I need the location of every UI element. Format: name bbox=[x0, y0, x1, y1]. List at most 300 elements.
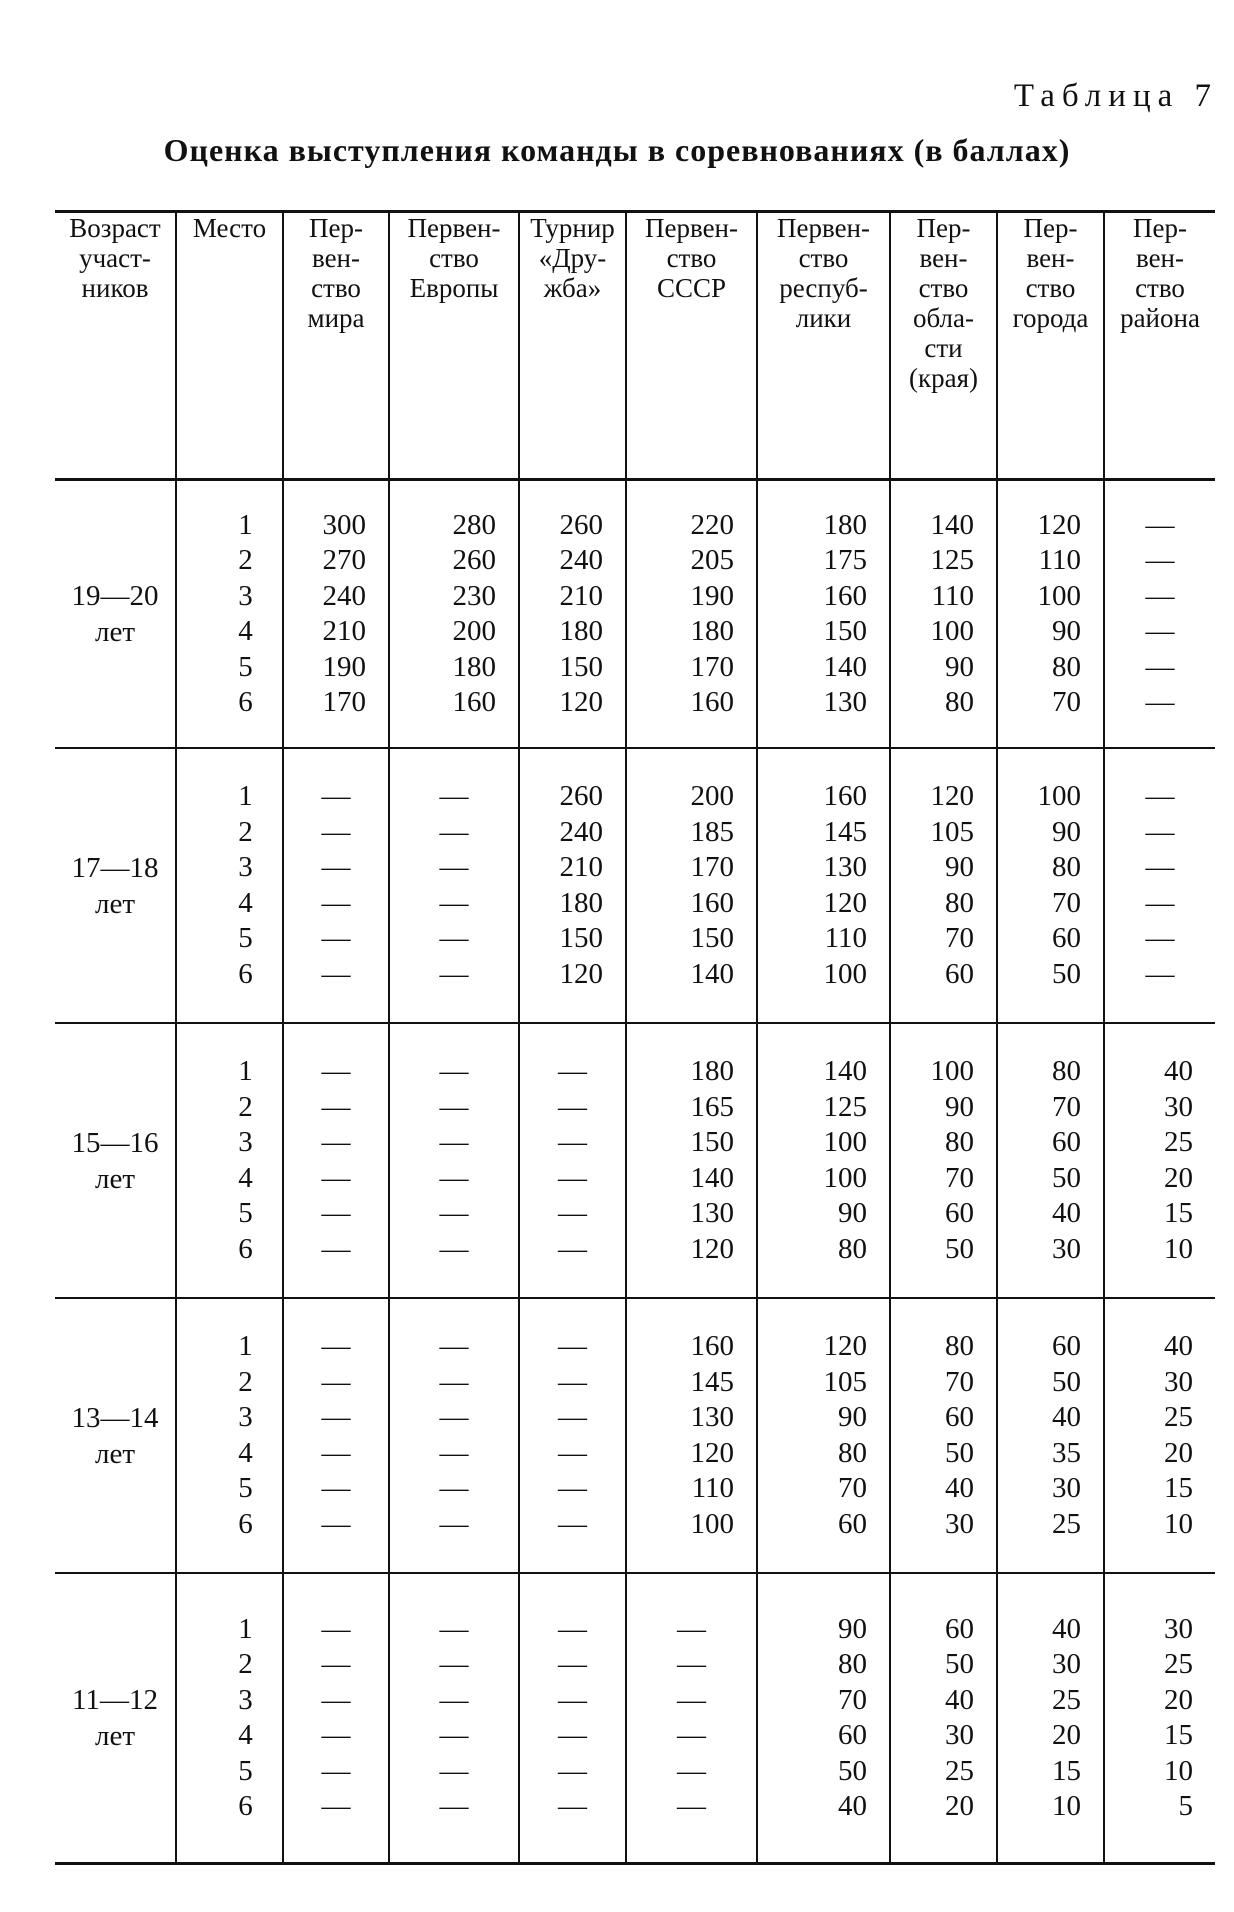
age-group-row bbox=[55, 1023, 1215, 1298]
place-value: 1 bbox=[238, 508, 253, 541]
score-value: 30 bbox=[1052, 1472, 1081, 1504]
score-value: 160 bbox=[823, 780, 867, 812]
score-value: — bbox=[321, 1507, 351, 1540]
age-group-cell bbox=[55, 1023, 176, 1298]
score-value: — bbox=[321, 1790, 351, 1822]
column-header-line: Место bbox=[192, 213, 267, 243]
score-value: 20 bbox=[945, 1790, 974, 1822]
score-cell-c4 bbox=[626, 1298, 757, 1573]
score-value: 210 bbox=[322, 615, 366, 647]
score-cell-c2 bbox=[389, 480, 519, 749]
score-value: — bbox=[558, 1790, 587, 1822]
score-value: 5 bbox=[1178, 1790, 1193, 1822]
score-value: — bbox=[321, 1090, 351, 1123]
column-header-line: Возраст bbox=[69, 213, 161, 243]
score-cell-c7 bbox=[997, 480, 1104, 749]
score-value: 110 bbox=[824, 922, 867, 954]
score-value: — bbox=[558, 1055, 587, 1087]
score-value: 25 bbox=[1164, 1401, 1193, 1433]
column-header-line: ников bbox=[81, 273, 149, 303]
score-cell-c8 bbox=[1104, 1298, 1215, 1573]
score-value: 150 bbox=[559, 922, 603, 954]
place-value: 1 bbox=[238, 1055, 253, 1087]
score-cell-c8 bbox=[1104, 1023, 1215, 1298]
score-value: 60 bbox=[945, 1197, 974, 1229]
score-value: 170 bbox=[322, 686, 366, 718]
age-group-label: лет bbox=[94, 1437, 136, 1470]
score-value: — bbox=[321, 1472, 351, 1504]
score-value: — bbox=[558, 1754, 587, 1787]
age-group-row bbox=[55, 480, 1215, 749]
place-value: 3 bbox=[238, 1126, 253, 1158]
score-value: 80 bbox=[945, 686, 974, 718]
score-value: — bbox=[1145, 508, 1175, 541]
score-value: — bbox=[558, 1232, 587, 1265]
column-header-line: респуб- bbox=[779, 273, 868, 303]
score-value: 90 bbox=[838, 1401, 867, 1433]
score-value: 50 bbox=[1052, 957, 1081, 990]
score-value: 30 bbox=[1052, 1648, 1081, 1680]
score-value: 20 bbox=[1052, 1719, 1081, 1751]
score-value: — bbox=[439, 1507, 469, 1540]
score-value: 165 bbox=[690, 1090, 734, 1123]
column-header-ussr bbox=[626, 212, 757, 480]
score-value: — bbox=[321, 1055, 351, 1087]
score-value: 25 bbox=[945, 1754, 974, 1787]
score-cell-c6 bbox=[890, 1023, 997, 1298]
column-header-line: Первен- bbox=[407, 213, 501, 243]
score-value: 40 bbox=[1052, 1197, 1081, 1229]
score-value: 90 bbox=[838, 1197, 867, 1229]
score-value: — bbox=[558, 1090, 587, 1123]
score-value: 70 bbox=[1052, 686, 1081, 718]
score-value: 150 bbox=[559, 650, 603, 683]
score-value: 260 bbox=[559, 780, 603, 812]
score-value: 100 bbox=[1037, 780, 1081, 812]
score-value: 180 bbox=[559, 886, 603, 919]
score-value: — bbox=[1145, 780, 1175, 812]
score-cell-c3 bbox=[519, 480, 626, 749]
score-value: — bbox=[1145, 922, 1175, 954]
score-value: — bbox=[439, 1197, 469, 1229]
score-value: 150 bbox=[690, 1126, 734, 1158]
score-value: 175 bbox=[823, 544, 867, 576]
place-value: 2 bbox=[238, 1090, 253, 1123]
score-value: 120 bbox=[1037, 508, 1081, 541]
place-value: 4 bbox=[238, 1161, 253, 1194]
score-value: 30 bbox=[1164, 1090, 1193, 1123]
column-header-place bbox=[176, 212, 283, 480]
score-value: — bbox=[321, 922, 351, 954]
age-group-row bbox=[55, 1573, 1215, 1864]
score-value: — bbox=[677, 1683, 706, 1716]
place-cell bbox=[176, 480, 283, 749]
column-header-line: Турнир bbox=[530, 213, 615, 243]
place-value: 3 bbox=[238, 579, 253, 612]
score-value: 25 bbox=[1052, 1683, 1081, 1716]
place-value: 2 bbox=[238, 1365, 253, 1398]
score-value: 270 bbox=[322, 544, 366, 576]
score-value: 30 bbox=[945, 1719, 974, 1751]
score-value: 40 bbox=[838, 1790, 867, 1822]
score-value: 180 bbox=[690, 615, 734, 647]
score-value: 20 bbox=[1164, 1161, 1193, 1194]
score-value: 70 bbox=[945, 922, 974, 954]
column-header-line: сти bbox=[924, 333, 963, 363]
score-cell-c5 bbox=[757, 1573, 890, 1864]
score-cell-c5 bbox=[757, 480, 890, 749]
score-value: — bbox=[558, 1197, 587, 1229]
score-value: — bbox=[321, 1612, 351, 1645]
score-value: — bbox=[558, 1612, 587, 1645]
score-value: 140 bbox=[930, 508, 974, 541]
score-value: 100 bbox=[823, 1126, 867, 1158]
score-cell-c7 bbox=[997, 1023, 1104, 1298]
score-value: — bbox=[439, 1330, 469, 1362]
score-value: 10 bbox=[1052, 1790, 1081, 1822]
score-value: 170 bbox=[690, 851, 734, 883]
score-value: 15 bbox=[1164, 1197, 1193, 1229]
score-value: 40 bbox=[1052, 1612, 1081, 1645]
score-value: 120 bbox=[823, 886, 867, 919]
score-value: 60 bbox=[945, 1612, 974, 1645]
score-value: 20 bbox=[1164, 1683, 1193, 1716]
score-value: — bbox=[321, 1197, 351, 1229]
score-value: — bbox=[321, 1719, 351, 1751]
score-value: 30 bbox=[1052, 1232, 1081, 1265]
score-value: 110 bbox=[691, 1472, 734, 1504]
score-value: 120 bbox=[930, 780, 974, 812]
column-header-druzhba bbox=[519, 212, 626, 480]
score-cell-c3 bbox=[519, 1023, 626, 1298]
score-value: 120 bbox=[690, 1436, 734, 1469]
score-value: — bbox=[321, 1126, 351, 1158]
age-group-label: лет bbox=[94, 887, 136, 920]
score-value: 160 bbox=[690, 686, 734, 718]
place-cell bbox=[176, 1023, 283, 1298]
column-header-line: Европы bbox=[409, 273, 499, 303]
score-value: 60 bbox=[1052, 1330, 1081, 1362]
column-header-line: Пер- bbox=[1023, 213, 1078, 243]
score-value: — bbox=[439, 1090, 469, 1123]
age-group-label: лет bbox=[94, 616, 136, 648]
score-value: 50 bbox=[945, 1436, 974, 1469]
column-header-line: участ- bbox=[79, 243, 151, 273]
score-value: 50 bbox=[1052, 1365, 1081, 1398]
score-value: — bbox=[321, 886, 351, 919]
score-cell-c8 bbox=[1104, 480, 1215, 749]
column-header-line: вен- bbox=[919, 243, 968, 273]
score-cell-c4 bbox=[626, 480, 757, 749]
score-value: — bbox=[321, 1754, 351, 1787]
column-header-line: ство bbox=[1025, 273, 1076, 303]
score-value: 90 bbox=[945, 1090, 974, 1123]
score-value: 80 bbox=[838, 1648, 867, 1680]
score-cell-c3 bbox=[519, 748, 626, 1023]
place-value: 6 bbox=[238, 1790, 253, 1822]
score-value: 200 bbox=[690, 780, 734, 812]
score-value: — bbox=[677, 1719, 706, 1751]
score-value: — bbox=[677, 1612, 706, 1645]
score-value: 140 bbox=[690, 957, 734, 990]
score-value: 140 bbox=[823, 1055, 867, 1087]
score-value: — bbox=[1145, 957, 1175, 990]
score-value: — bbox=[1145, 544, 1175, 576]
score-value: 70 bbox=[1052, 1090, 1081, 1123]
column-header-line: вен- bbox=[1026, 243, 1075, 273]
place-value: 4 bbox=[238, 1719, 253, 1751]
column-header-line: СССР bbox=[656, 273, 727, 303]
score-value: 60 bbox=[1052, 922, 1081, 954]
score-cell-c6 bbox=[890, 480, 997, 749]
score-value: 90 bbox=[1052, 615, 1081, 647]
score-value: 130 bbox=[823, 851, 867, 883]
score-cell-c4 bbox=[626, 1573, 757, 1864]
score-value: 180 bbox=[690, 1055, 734, 1087]
score-value: 160 bbox=[690, 886, 734, 919]
column-header-line: лики bbox=[795, 303, 852, 333]
column-header-city bbox=[997, 212, 1104, 480]
score-value: — bbox=[439, 1719, 469, 1751]
score-value: — bbox=[677, 1754, 706, 1787]
column-header-world bbox=[283, 212, 389, 480]
score-value: 80 bbox=[1052, 851, 1081, 883]
place-value: 6 bbox=[238, 1507, 253, 1540]
score-value: 40 bbox=[1164, 1055, 1193, 1087]
place-value: 4 bbox=[238, 615, 253, 647]
score-value: — bbox=[439, 780, 469, 812]
score-value: — bbox=[1145, 615, 1175, 647]
age-group-label: 19—20 bbox=[71, 580, 159, 612]
place-value: 3 bbox=[238, 1683, 253, 1716]
score-value: — bbox=[321, 1330, 351, 1362]
score-value: — bbox=[1145, 650, 1175, 683]
score-value: 120 bbox=[690, 1232, 734, 1265]
score-value: — bbox=[1145, 686, 1175, 718]
score-value: 170 bbox=[690, 650, 734, 683]
score-cell-c1 bbox=[283, 1023, 389, 1298]
score-value: — bbox=[439, 1754, 469, 1787]
score-value: 280 bbox=[452, 508, 496, 541]
age-group-row bbox=[55, 748, 1215, 1023]
column-header-district bbox=[1104, 212, 1215, 480]
column-header-line: Пер- bbox=[916, 213, 971, 243]
table-number: Таблица 7 bbox=[1013, 78, 1218, 114]
score-value: 190 bbox=[690, 579, 734, 612]
age-group-label: 13—14 bbox=[71, 1401, 159, 1434]
column-header-line: вен- bbox=[1135, 243, 1184, 273]
score-value: 100 bbox=[930, 1055, 974, 1087]
score-value: — bbox=[677, 1790, 706, 1822]
score-value: — bbox=[558, 1648, 587, 1680]
score-value: 260 bbox=[559, 508, 603, 541]
score-value: 10 bbox=[1164, 1754, 1193, 1787]
score-value: 80 bbox=[945, 1330, 974, 1362]
age-group-cell bbox=[55, 748, 176, 1023]
column-header-line: (края) bbox=[908, 363, 978, 393]
score-value: 30 bbox=[1164, 1365, 1193, 1398]
score-value: — bbox=[321, 851, 351, 883]
score-value: 210 bbox=[559, 579, 603, 612]
score-value: 200 bbox=[452, 615, 496, 647]
score-value: 160 bbox=[690, 1330, 734, 1362]
column-header-age bbox=[55, 212, 176, 480]
score-value: 50 bbox=[945, 1648, 974, 1680]
score-value: 180 bbox=[452, 650, 496, 683]
score-value: 230 bbox=[452, 579, 496, 612]
column-header-line: жба» bbox=[543, 273, 602, 303]
score-value: — bbox=[1145, 886, 1175, 919]
score-value: 120 bbox=[823, 1330, 867, 1362]
column-header-line: Пер- bbox=[1133, 213, 1187, 243]
score-value: 40 bbox=[1164, 1330, 1193, 1362]
place-cell bbox=[176, 1573, 283, 1864]
score-value: 100 bbox=[823, 1161, 867, 1194]
score-value: 150 bbox=[690, 922, 734, 954]
score-value: 70 bbox=[838, 1472, 867, 1504]
score-value: 105 bbox=[930, 815, 974, 848]
score-value: 40 bbox=[1052, 1401, 1081, 1433]
age-group-cell bbox=[55, 1298, 176, 1573]
score-value: 105 bbox=[823, 1365, 867, 1398]
score-cell-c8 bbox=[1104, 1573, 1215, 1864]
score-value: 60 bbox=[945, 1401, 974, 1433]
score-cell-c5 bbox=[757, 1023, 890, 1298]
score-value: 130 bbox=[690, 1401, 734, 1433]
place-value: 5 bbox=[238, 1754, 253, 1787]
score-value: — bbox=[677, 1648, 706, 1680]
place-value: 2 bbox=[238, 1648, 253, 1680]
score-value: — bbox=[439, 886, 469, 919]
age-group-cell bbox=[55, 1573, 176, 1864]
place-value: 5 bbox=[238, 1197, 253, 1229]
score-value: — bbox=[439, 1232, 469, 1265]
place-cell bbox=[176, 1298, 283, 1573]
score-value: 130 bbox=[690, 1197, 734, 1229]
score-cell-c1 bbox=[283, 1298, 389, 1573]
score-value: — bbox=[558, 1126, 587, 1158]
score-value: 60 bbox=[1052, 1126, 1081, 1158]
column-header-line: вен- bbox=[311, 243, 360, 273]
score-value: 90 bbox=[945, 650, 974, 683]
score-value: 50 bbox=[945, 1232, 974, 1265]
age-group-label: лет bbox=[94, 1720, 136, 1752]
score-value: 90 bbox=[945, 851, 974, 883]
score-value: 180 bbox=[823, 508, 867, 541]
place-value: 4 bbox=[238, 886, 253, 919]
score-cell-c1 bbox=[283, 748, 389, 1023]
score-value: 205 bbox=[690, 544, 734, 576]
score-value: 100 bbox=[823, 957, 867, 990]
score-value: — bbox=[439, 957, 469, 990]
score-value: 240 bbox=[559, 815, 603, 848]
column-header-line: мира bbox=[307, 303, 365, 333]
column-header-line: ство bbox=[666, 243, 717, 273]
score-value: 25 bbox=[1164, 1126, 1193, 1158]
score-cell-c7 bbox=[997, 1573, 1104, 1864]
score-value: 60 bbox=[838, 1507, 867, 1540]
column-header-region bbox=[890, 212, 997, 480]
place-value: 3 bbox=[238, 851, 253, 883]
score-value: 110 bbox=[931, 579, 974, 612]
place-value: 1 bbox=[238, 1612, 253, 1645]
score-value: 140 bbox=[690, 1161, 734, 1194]
age-group-row bbox=[55, 1298, 1215, 1573]
age-group-label: 11—12 bbox=[72, 1684, 158, 1716]
score-cell-c4 bbox=[626, 1023, 757, 1298]
score-value: — bbox=[439, 1648, 469, 1680]
score-value: 20 bbox=[1164, 1436, 1193, 1469]
score-value: 100 bbox=[690, 1507, 734, 1540]
score-value: — bbox=[558, 1719, 587, 1751]
score-value: — bbox=[558, 1683, 587, 1716]
score-value: — bbox=[439, 1612, 469, 1645]
score-value: 160 bbox=[823, 579, 867, 612]
score-value: — bbox=[558, 1330, 587, 1362]
column-header-line: ство bbox=[798, 243, 849, 273]
header-row bbox=[55, 212, 1215, 480]
score-value: 80 bbox=[1052, 1055, 1081, 1087]
score-value: 15 bbox=[1052, 1754, 1081, 1787]
score-value: 70 bbox=[1052, 886, 1081, 919]
score-value: — bbox=[321, 1436, 351, 1469]
score-value: 220 bbox=[690, 508, 734, 541]
score-value: — bbox=[558, 1401, 587, 1433]
score-value: 125 bbox=[823, 1090, 867, 1123]
column-header-line: района bbox=[1120, 303, 1200, 333]
score-cell-c3 bbox=[519, 1573, 626, 1864]
score-value: — bbox=[439, 1790, 469, 1822]
score-value: 40 bbox=[945, 1472, 974, 1504]
age-group-cell bbox=[55, 480, 176, 749]
score-value: — bbox=[321, 957, 351, 990]
score-value: — bbox=[321, 1232, 351, 1265]
score-value: 15 bbox=[1164, 1472, 1193, 1504]
score-value: — bbox=[1145, 579, 1175, 612]
score-value: 240 bbox=[559, 544, 603, 576]
age-group-label: лет bbox=[94, 1162, 136, 1195]
place-value: 4 bbox=[238, 1436, 253, 1469]
score-cell-c6 bbox=[890, 1573, 997, 1864]
score-value: 80 bbox=[945, 1126, 974, 1158]
score-cell-c3 bbox=[519, 1298, 626, 1573]
column-header-republic bbox=[757, 212, 890, 480]
score-value: 145 bbox=[690, 1365, 734, 1398]
column-header-line: ство bbox=[429, 243, 479, 273]
score-value: 185 bbox=[690, 815, 734, 848]
score-value: 10 bbox=[1164, 1232, 1193, 1265]
score-cell-c5 bbox=[757, 748, 890, 1023]
place-value: 1 bbox=[238, 1330, 253, 1362]
score-value: — bbox=[1145, 851, 1175, 883]
score-value: 70 bbox=[945, 1365, 974, 1398]
score-value: 240 bbox=[322, 579, 366, 612]
score-value: 25 bbox=[1164, 1648, 1193, 1680]
column-header-line: ство bbox=[311, 273, 361, 303]
score-value: — bbox=[321, 1683, 351, 1716]
score-value: 90 bbox=[838, 1612, 867, 1645]
score-value: — bbox=[558, 1365, 587, 1398]
score-value: — bbox=[439, 922, 469, 954]
score-value: — bbox=[439, 1436, 469, 1469]
column-header-line: ство bbox=[1135, 273, 1185, 303]
score-value: — bbox=[321, 1648, 351, 1680]
score-cell-c2 bbox=[389, 1298, 519, 1573]
score-value: — bbox=[558, 1436, 587, 1469]
table-title: Оценка выступления команды в соревнованиях (в баллах) bbox=[163, 132, 1071, 168]
column-header-line: Пер- bbox=[309, 213, 363, 243]
score-value: 70 bbox=[945, 1161, 974, 1194]
